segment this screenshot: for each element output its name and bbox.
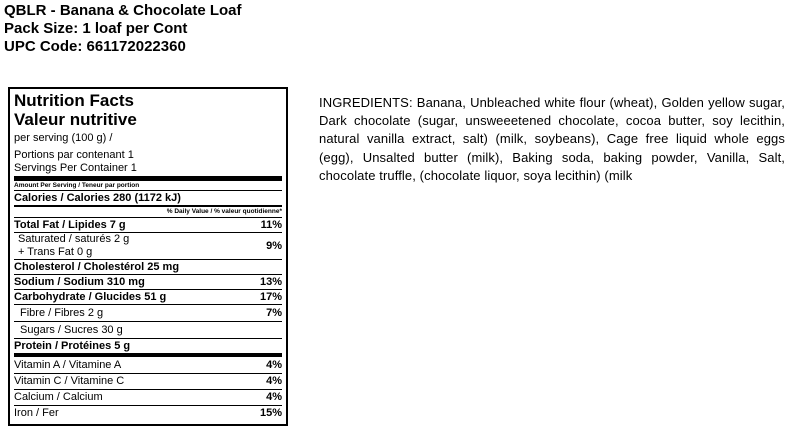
nutrition-facts-table <box>8 87 288 426</box>
cholesterol-row <box>14 259 282 274</box>
upc-code: UPC Code: 661172022360 <box>4 38 186 55</box>
sugars-label: Sugars / Sucres 30 g <box>20 324 123 336</box>
protein-row <box>14 338 282 353</box>
total-fat-row <box>14 217 282 232</box>
nutrition-title-fr: Valeur nutritive <box>14 110 137 129</box>
ingredients-text: INGREDIENTS: Banana, Unbleached white flour (wheat), Golden yellow sugar, Dark chocolate (sugar, unsweeetened chocolate, cocoa butter, soy lecithin, natural vanilla extract, salt) (milk, soybeans), Cage free liquid whole eggs (egg), Unsalted butter (milk), Baking soda, baking powder, Vanilla, Salt, chocolate truffle, (chocolate liquor, soya lecithin) (milk <box>319 95 785 183</box>
total-fat-dv: 11% <box>260 219 282 231</box>
pack-size: Pack Size: 1 loaf per Cont <box>4 20 188 37</box>
sodium-dv: 13% <box>259 276 282 288</box>
calories-row <box>14 190 282 205</box>
amount-header: Amount Per Serving / Teneur par portion <box>14 182 140 189</box>
carbohydrate-row <box>14 289 282 304</box>
cholesterol-label: Cholesterol / Cholestérol 25 mg <box>14 261 180 273</box>
servings: Servings Per Container 1 <box>14 162 137 174</box>
vitamin-a-dv: 4% <box>266 359 282 371</box>
vitamin-a-label: Vitamin A / Vitamine A <box>14 359 122 371</box>
sodium-row <box>14 274 282 289</box>
vitamin-c-label: Vitamin C / Vitamine C <box>14 375 125 387</box>
daily-value-header: % Daily Value / % valeur quotidienne* <box>14 205 282 217</box>
portions: Portions par contenant 1 <box>14 149 134 161</box>
calories-label: Calories / Calories 280 (1172 kJ) <box>14 192 181 204</box>
saturated-label: Saturated / saturés 2 g <box>18 233 130 245</box>
calcium-label: Calcium / Calcium <box>14 391 103 403</box>
nutrition-title-en: Nutrition Facts <box>14 91 134 110</box>
per-serving: per serving (100 g) / <box>14 132 113 144</box>
carbohydrate-label: Carbohydrate / Glucides 51 g <box>14 291 167 303</box>
calcium-row <box>14 389 282 405</box>
product-title: QBLR - Banana & Chocolate Loaf <box>4 2 242 19</box>
vitamin-a-row <box>14 353 282 373</box>
iron-label: Iron / Fer <box>14 407 59 419</box>
calcium-dv: 4% <box>266 391 282 403</box>
sugars-row <box>14 321 282 338</box>
vitamin-c-row <box>14 373 282 389</box>
iron-dv: 15% <box>259 407 282 419</box>
carbohydrate-dv: 17% <box>259 291 282 303</box>
iron-row <box>14 405 282 421</box>
protein-label: Protein / Protéines 5 g <box>14 340 131 352</box>
trans-label: + Trans Fat 0 g <box>18 246 93 258</box>
vitamin-c-dv: 4% <box>266 375 282 387</box>
sat-trans-dv: 9% <box>266 239 282 252</box>
fibre-label: Fibre / Fibres 2 g <box>20 307 104 319</box>
fibre-dv: 7% <box>266 307 282 319</box>
sodium-label: Sodium / Sodium 310 mg <box>14 276 145 288</box>
sat-trans-row <box>14 232 282 259</box>
total-fat-label: Total Fat / Lipides 7 g <box>14 219 126 231</box>
fibre-row <box>14 304 282 321</box>
